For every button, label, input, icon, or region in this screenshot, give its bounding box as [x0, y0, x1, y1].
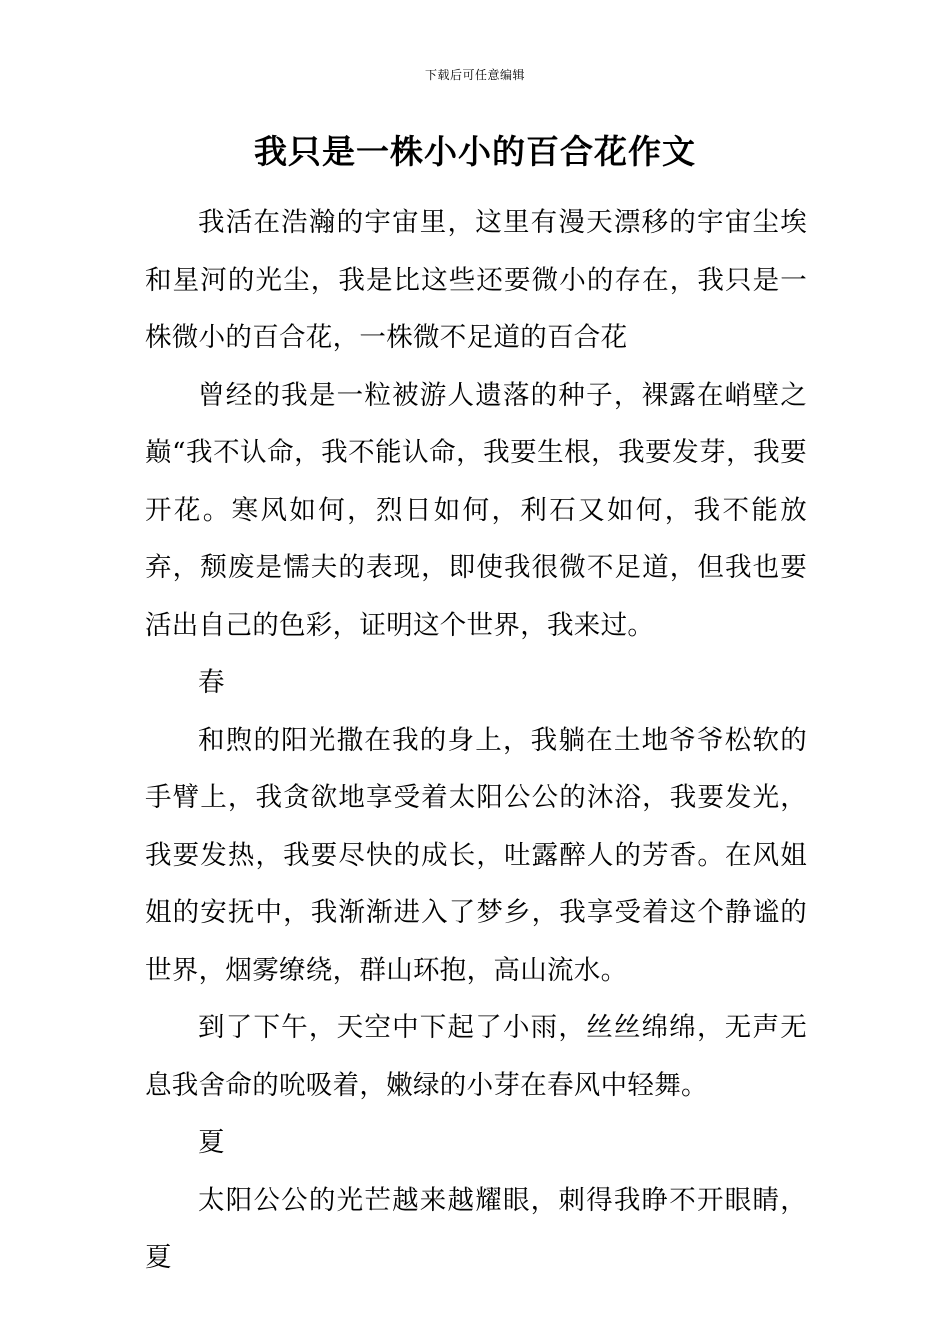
- paragraph-5: 太阳公公的光芒越来越耀眼，刺得我睁不开眼睛，夏: [145, 1184, 807, 1273]
- paragraph-2: 曾经的我是一粒被游人遗落的种子，裸露在峭壁之巅“我不认命，我不能认命，我要生根，我要发芽，我要开花。寒风如何，烈日如何，利石又如何，我不能放弃，颓废是懦夫的表现，即使我很微不足道，但我也要活出自己的色彩，证明这个世界，我来过。: [145, 379, 807, 641]
- paragraph-1: 我活在浩瀚的宇宙里，这里有漫天漂移的宇宙尘埃和星河的光尘，我是比这些还要微小的存在，我只是一株微小的百合花，一株微不足道的百合花: [145, 207, 807, 353]
- paragraph-4: 到了下午，天空中下起了小雨，丝丝绵绵，无声无息我舍命的吮吸着，嫩绿的小芽在春风中轻舞。: [145, 1012, 807, 1101]
- paragraph-3: 和煦的阳光撒在我的身上，我躺在土地爷爷松软的手臂上，我贪欲地享受着太阳公公的沐浴，我要发光，我要发热，我要尽快的成长，吐露醉人的芳香。在风姐姐的安抚中，我渐渐进入了梦乡，我享受着这个静谧的世界，烟雾缭绕，群山环抱，高山流水。: [145, 724, 807, 986]
- document-title: 我只是一株小小的百合花作文: [254, 132, 696, 171]
- section-heading-summer: 夏: [198, 1127, 225, 1158]
- document-body: [145, 194, 807, 1287]
- header-note: 下载后可任意编辑: [424, 68, 525, 82]
- section-heading-spring: 春: [198, 667, 225, 698]
